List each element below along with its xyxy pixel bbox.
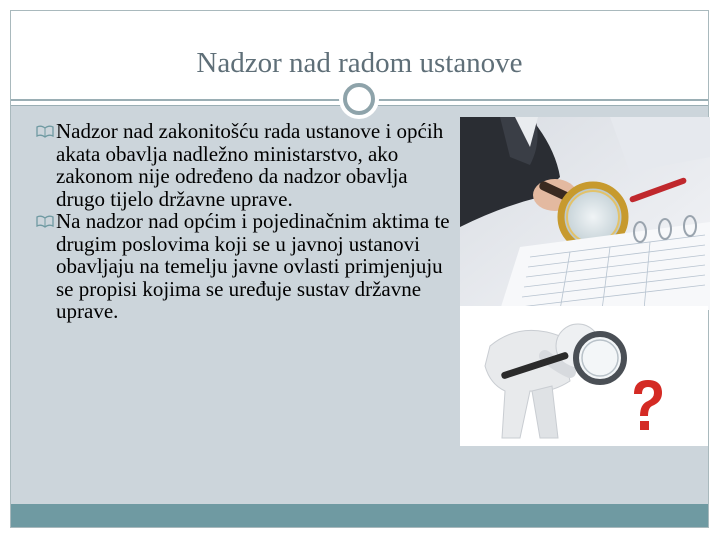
bullet-text: Na nadzor nad općim i pojedinačnim aktima te drugim poslovima koji se u javnoj ustanovi obavljaju na temelju javne ovlasti primjenjuju se propisi kojima se uređuje sustav državne uprave.: [56, 209, 450, 323]
bullet-item: [38, 210, 458, 323]
book-bullet-icon: [36, 213, 54, 229]
inspection-photo: [460, 117, 710, 310]
bullet-list: [38, 120, 458, 323]
inspection-photo-art: [460, 117, 710, 310]
question-figure-illustration: [460, 306, 708, 446]
question-figure-art: [460, 306, 708, 446]
book-bullet-icon: [36, 123, 54, 139]
ring-ornament-inner: [343, 83, 375, 115]
bullet-text: Nadzor nad zakonitošću rada ustanove i općih akata obavlja nadležno ministarstvo, ako zakonom nije određeno da nadzor obavlja drugo tijelo državne uprave.: [56, 119, 444, 211]
bullet-item: [38, 120, 458, 210]
slide-title: Nadzor nad radom ustanove: [196, 47, 523, 79]
footer-bar: [11, 504, 708, 527]
